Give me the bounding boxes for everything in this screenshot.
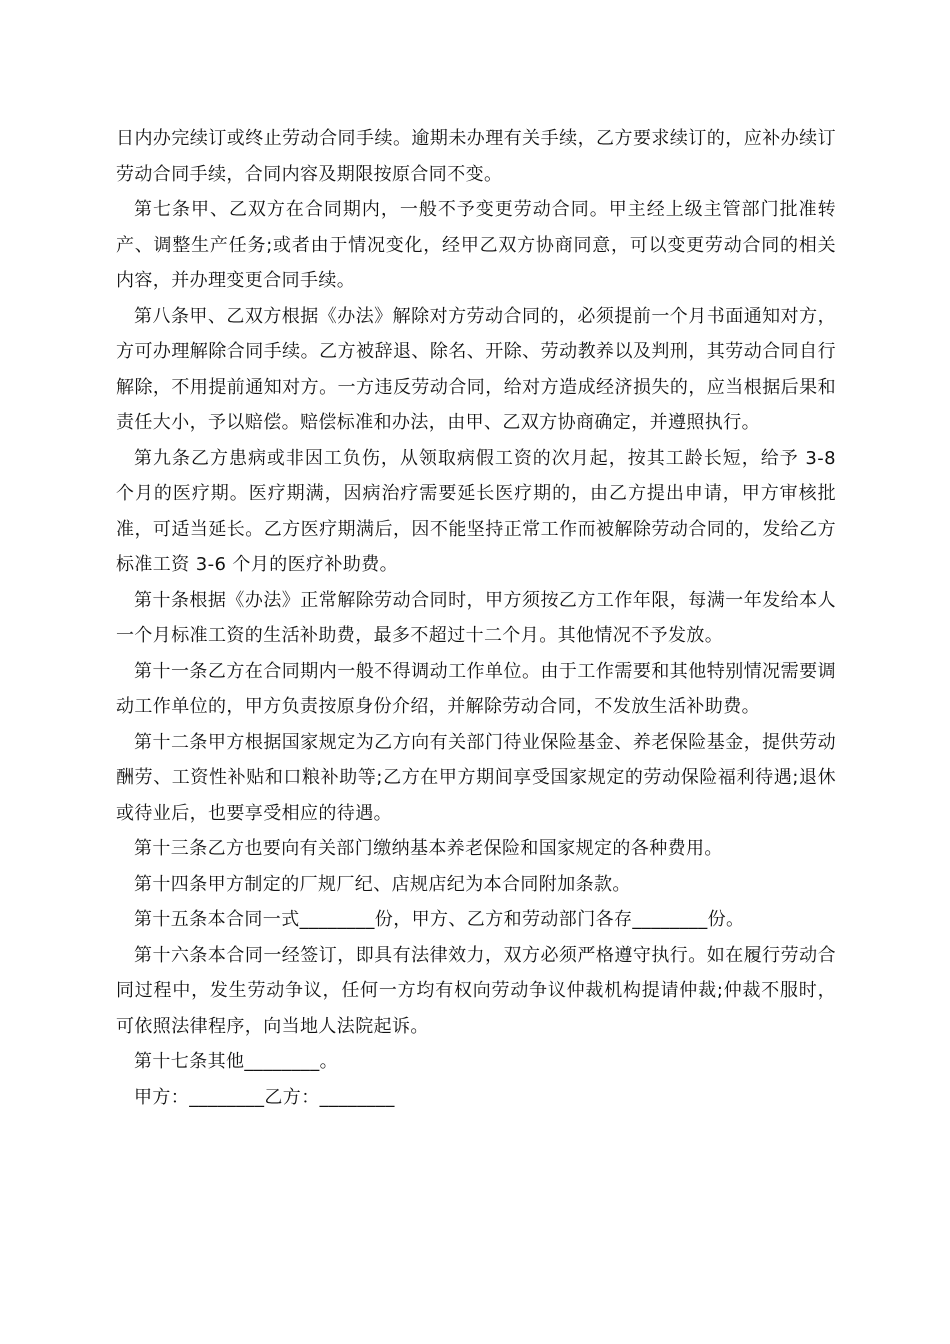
paragraph-continuation: 日内办完续订或终止劳动合同手续。逾期未办理有关手续，乙方要求续订的，应补办续订劳动合同手续，合同内容及期限按原合同不变。	[116, 128, 836, 185]
document-body	[116, 121, 836, 1115]
signature-line: 甲方：________乙方：________	[134, 1086, 395, 1108]
paragraph-article-10: 第十条根据《办法》正常解除劳动合同时，甲方须按乙方工作年限，每满一年发给本人一个月标准工资的生活补助费，最多不超过十二个月。其他情况不予发放。	[116, 589, 836, 646]
paragraph-article-16: 第十六条本合同一经签订，即具有法律效力，双方必须严格遵守执行。如在履行劳动合同过程中，发生劳动争议，任何一方均有权向劳动争议仲裁机构提请仲裁;仲裁不服时，可依照法律程序，向当地人法院起诉。	[116, 944, 836, 1037]
paragraph-article-15: 第十五条本合同一式________份，甲方、乙方和劳动部门各存________份。	[134, 909, 745, 930]
paragraph-article-8: 第八条甲、乙双方根据《办法》解除对方劳动合同的，必须提前一个月书面通知对方，方可办理解除合同手续。乙方被辞退、除名、开除、劳动教养以及判刑，其劳动合同自行解除，不用提前通知对方。一方违反劳动合同，给对方造成经济损失的，应当根据后果和责任大小，予以赔偿。赔偿标准和办法，由甲、乙双方协商确定，并遵照执行。	[116, 305, 836, 433]
paragraph-article-13: 第十三条乙方也要向有关部门缴纳基本养老保险和国家规定的各种费用。	[134, 838, 723, 859]
paragraph-article-17: 第十七条其他________。	[134, 1051, 338, 1072]
paragraph-article-12: 第十二条甲方根据国家规定为乙方向有关部门待业保险基金、养老保险基金，提供劳动酬劳、工资性补贴和口粮补助等;乙方在甲方期间享受国家规定的劳动保险福利待遇;退休或待业后，也要享受相应的待遇。	[116, 731, 836, 824]
paragraph-article-11: 第十一条乙方在合同期内一般不得调动工作单位。由于工作需要和其他特别情况需要调动工作单位的，甲方负责按原身份介绍，并解除劳动合同，不发放生活补助费。	[116, 660, 836, 717]
paragraph-article-14: 第十四条甲方制定的厂规厂纪、店规店纪为本合同附加条款。	[134, 873, 631, 895]
paragraph-article-7: 第七条甲、乙双方在合同期内，一般不予变更劳动合同。甲主经上级主管部门批准转产、调整生产任务;或者由于情况变化，经甲乙双方协商同意，可以变更劳动合同的相关内容，并办理变更合同手续。	[116, 199, 836, 291]
paragraph-article-9: 第九条乙方患病或非因工负伤，从领取病假工资的次月起，按其工龄长短，给予 3-8 个月的医疗期。医疗期满，因病治疗需要延长医疗期的，由乙方提出申请，甲方审核批准，可适当延长。乙方医疗期满后，因不能坚持正常工作而被解除劳动合同的，发给乙方标准工资 3-6 个月的医疗补助费。	[116, 447, 836, 575]
